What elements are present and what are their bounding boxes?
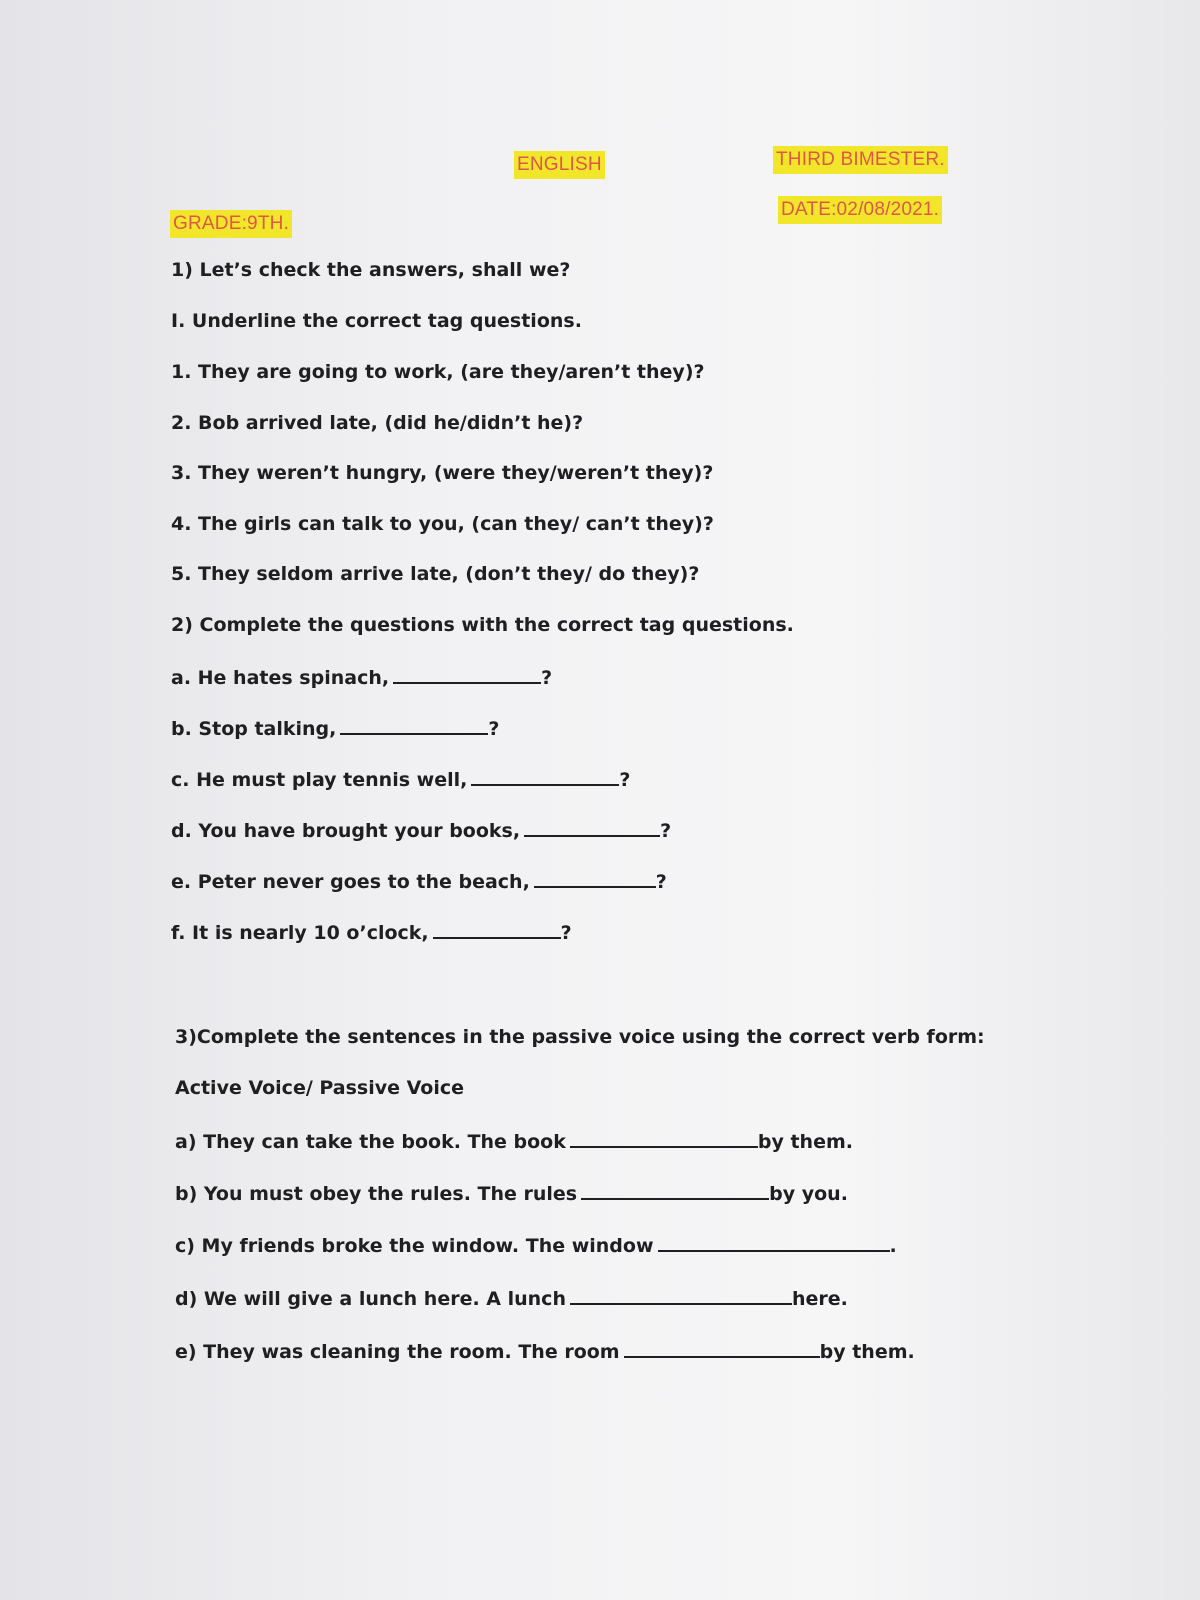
passive-item xyxy=(175,1180,848,1206)
answer-blank[interactable] xyxy=(433,919,561,939)
item-text: a) They can take the book. The book xyxy=(175,1131,566,1153)
fill-in-item xyxy=(171,919,572,945)
tag-question-item: 3. They weren’t hungry, (were they/weren’t they)? xyxy=(171,462,714,484)
tag-question-item: 1. They are going to work, (are they/aren’t they)? xyxy=(171,361,705,383)
passive-item xyxy=(175,1128,853,1154)
tag-question-item: 4. The girls can talk to you, (can they/ can’t they)? xyxy=(171,513,714,535)
section3-subtitle: Active Voice/ Passive Voice xyxy=(175,1077,465,1099)
passive-item xyxy=(175,1232,897,1258)
item-end: ? xyxy=(619,769,631,791)
item-text: e. Peter never goes to the beach, xyxy=(171,871,530,893)
fill-in-item xyxy=(171,817,671,843)
term-label: THIRD BIMESTER. xyxy=(773,146,948,174)
item-end: ? xyxy=(560,922,572,944)
item-end: ? xyxy=(660,820,672,842)
fill-in-item xyxy=(171,715,499,741)
answer-blank[interactable] xyxy=(471,766,619,786)
subject-label: ENGLISH xyxy=(514,151,605,179)
section1-title: 1) Let’s check the answers, shall we? xyxy=(171,259,571,281)
answer-blank[interactable] xyxy=(624,1338,820,1358)
answer-blank[interactable] xyxy=(570,1285,792,1305)
item-text: a. He hates spinach, xyxy=(171,667,390,689)
item-text: f. It is nearly 10 o’clock, xyxy=(171,922,429,944)
section3-title: 3)Complete the sentences in the passive voice using the correct verb form: xyxy=(175,1026,985,1048)
item-end: here. xyxy=(791,1288,848,1310)
fill-in-item xyxy=(171,664,552,690)
date-label: DATE:02/08/2021. xyxy=(778,196,942,224)
passive-item xyxy=(175,1338,915,1364)
answer-blank[interactable] xyxy=(534,868,656,888)
fill-in-item xyxy=(171,766,630,792)
item-end: by you. xyxy=(769,1183,848,1205)
grade-label: GRADE:9TH. xyxy=(170,210,292,238)
item-text: d. You have brought your books, xyxy=(171,820,521,842)
fill-in-item xyxy=(171,868,667,894)
passive-item xyxy=(175,1285,848,1311)
item-end: ? xyxy=(541,667,553,689)
answer-blank[interactable] xyxy=(340,715,488,735)
item-text: e) They was cleaning the room. The room xyxy=(175,1341,620,1363)
answer-blank[interactable] xyxy=(570,1128,758,1148)
tag-question-item: 2. Bob arrived late, (did he/didn’t he)? xyxy=(171,412,584,434)
item-end: . xyxy=(889,1235,897,1257)
answer-blank[interactable] xyxy=(581,1180,769,1200)
answer-blank[interactable] xyxy=(658,1232,890,1252)
item-end: by them. xyxy=(819,1341,915,1363)
item-text: d) We will give a lunch here. A lunch xyxy=(175,1288,566,1310)
item-end: by them. xyxy=(757,1131,853,1153)
item-text: c) My friends broke the window. The window xyxy=(175,1235,654,1257)
item-text: c. He must play tennis well, xyxy=(171,769,468,791)
item-end: ? xyxy=(655,871,667,893)
section2-title: 2) Complete the questions with the correct tag questions. xyxy=(171,614,794,636)
answer-blank[interactable] xyxy=(524,817,660,837)
item-text: b. Stop talking, xyxy=(171,718,337,740)
answer-blank[interactable] xyxy=(393,664,541,684)
item-end: ? xyxy=(488,718,500,740)
tag-question-item: 5. They seldom arrive late, (don’t they/ do they)? xyxy=(171,563,700,585)
item-text: b) You must obey the rules. The rules xyxy=(175,1183,578,1205)
section1-instruction: I. Underline the correct tag questions. xyxy=(171,310,582,332)
